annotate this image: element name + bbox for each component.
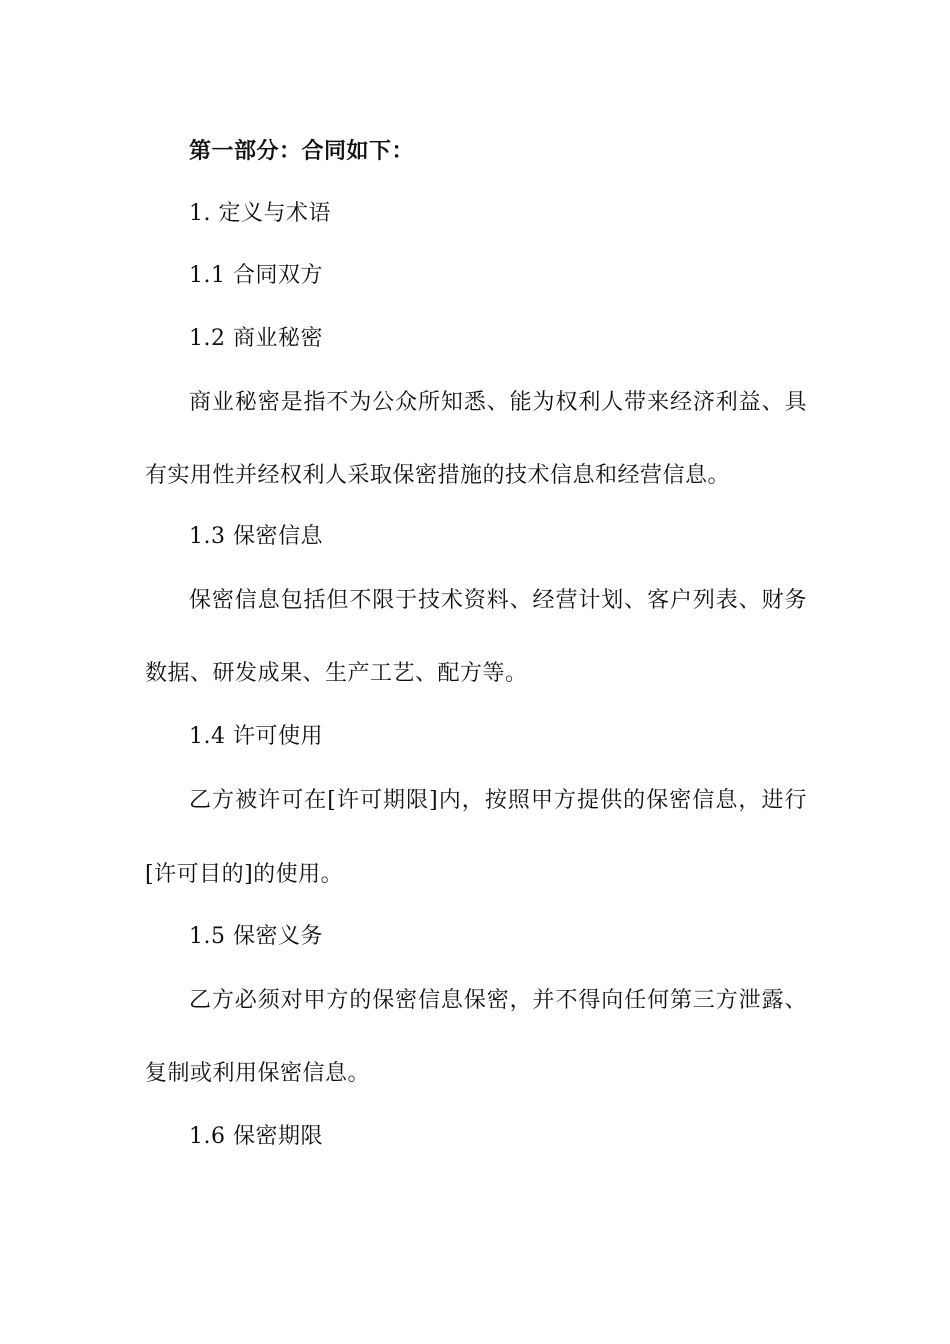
section-1-6-heading: 1.6 保密期限 <box>189 1124 323 1149</box>
section-1-2-heading: 1.2 商业秘密 <box>189 326 323 351</box>
section-1-3-heading: 1.3 保密信息 <box>189 524 323 549</box>
section-1-5-body-line-1: 乙方必须对甲方的保密信息保密，并不得向任何第三方泄露、 <box>189 988 807 1013</box>
section-1-3-body-line-2: 数据、研发成果、生产工艺、配方等。 <box>145 661 528 686</box>
section-1-3-body-line-1: 保密信息包括但不限于技术资料、经营计划、客户列表、财务 <box>189 588 807 613</box>
section-1-2-body-line-2: 有实用性并经权利人采取保密措施的技术信息和经营信息。 <box>145 463 731 488</box>
section-1-4-body-line-1: 乙方被许可在[许可期限]内，按照甲方提供的保密信息，进行 <box>189 788 807 813</box>
section-1-5-heading: 1.5 保密义务 <box>189 924 323 949</box>
section-1-4-body-line-2: [许可目的]的使用。 <box>145 862 344 887</box>
section-1-1-heading: 1.1 合同双方 <box>189 263 323 288</box>
section-1-4-heading: 1.4 许可使用 <box>189 724 323 749</box>
section-1-5-body-line-2: 复制或利用保密信息。 <box>145 1061 371 1086</box>
section-1-2-body-line-1: 商业秘密是指不为公众所知悉、能为权利人带来经济利益、具 <box>189 390 807 415</box>
section-1-heading: 1. 定义与术语 <box>189 201 331 226</box>
part-heading: 第一部分：合同如下： <box>189 139 415 164</box>
